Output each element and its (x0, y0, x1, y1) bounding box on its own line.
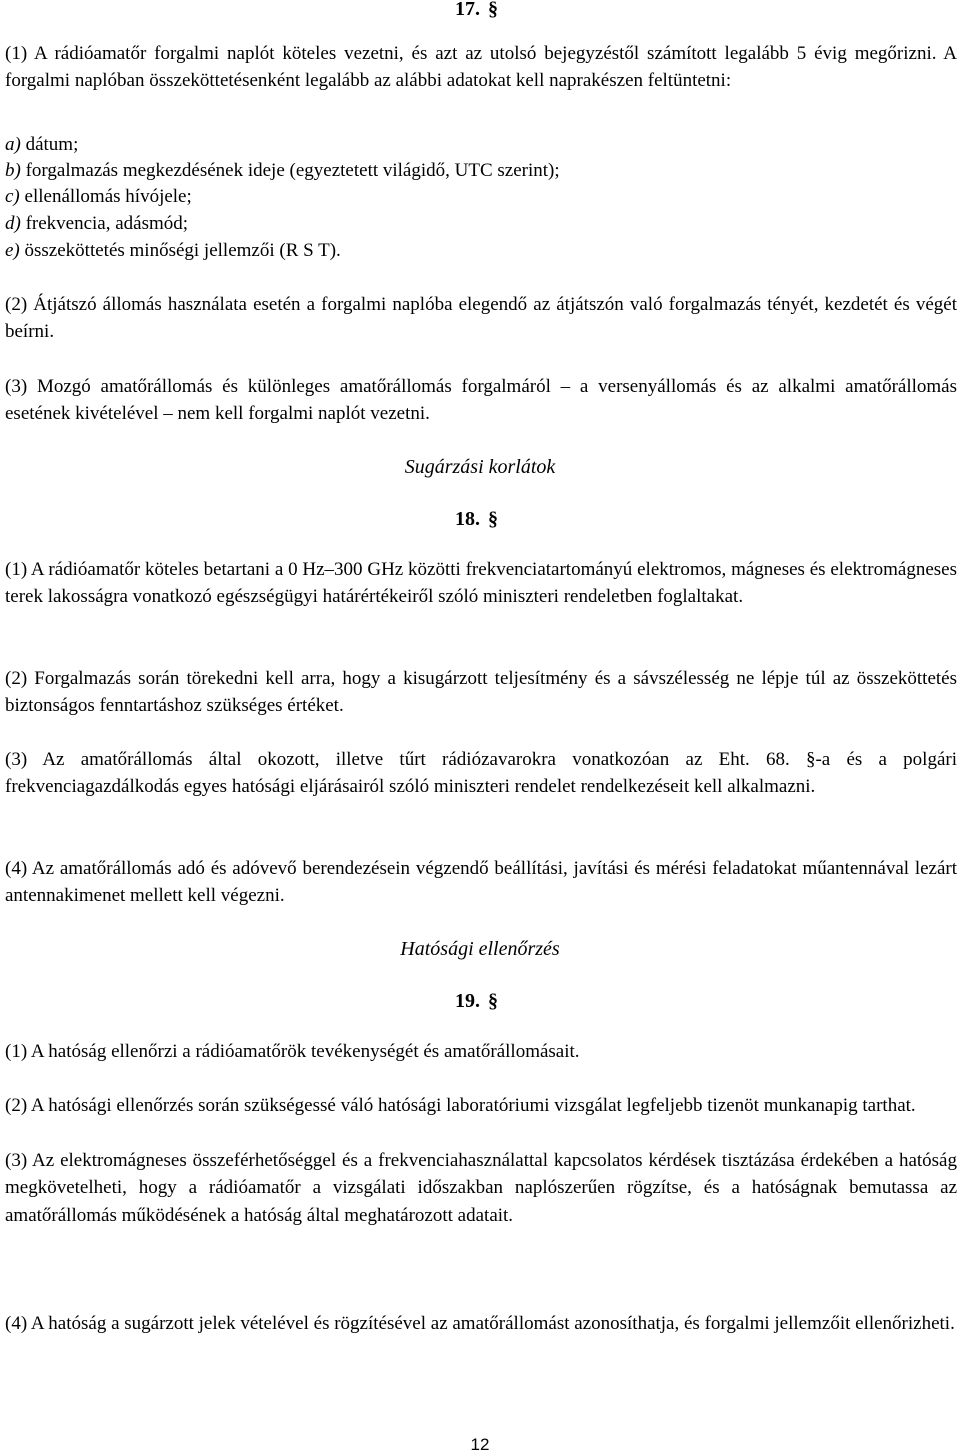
section-sign: § (488, 0, 498, 20)
section-sign: § (488, 508, 498, 530)
section-19-heading (455, 988, 498, 1014)
list-item: d) frekvencia, adásmód; (5, 213, 189, 234)
section-18-paragraph-3: (3) Az amatőrállomás által okozott, illetve tűrt rádiózavarokra vonatkozóan az Eht. 68. §-a és a polgári frekvenciagazdálkodás egyes hatósági eljárásairól szóló miniszteri rendelet rendelkezéseit kell alkalmazni. (5, 749, 957, 798)
list-item: a) dátum; (5, 134, 79, 155)
list-item: e) összeköttetés minőségi jellemzői (R S T). (5, 240, 341, 261)
section-sign: § (488, 990, 498, 1012)
section-19-number: 19. (455, 990, 480, 1012)
page-number: 12 (470, 1435, 490, 1454)
section-19-paragraph-3: (3) Az elektromágneses összeférhetőséggel és a frekvenciahasználattal kapcsolatos kérdések tisztázása érdekében a hatóság megkövetelheti, hogy a rádióamatőr a vizsgálati időszakban naplószerűen rögzítse, és a hatóságnak bemutassa az amatőrállomás működésének a hatóság által meghatározott adatait. (5, 1150, 957, 1226)
section-17-heading (455, 0, 498, 22)
section-18-paragraph-4: (4) Az amatőrállomás adó és adóvevő berendezésein végzendő beállítási, javítási és mérési feladatokat műantennával lezárt antennakimenet mellett kell végezni. (5, 858, 957, 907)
section-18-heading (455, 506, 498, 532)
section-17-paragraph-2: (2) Átjátszó állomás használata esetén a forgalmi naplóba elegendő az átjátszón való forgalmazás tényét, kezdetét és végét beírni. (5, 294, 957, 343)
section-19-title: Hatósági ellenőrzés (400, 938, 560, 960)
section-18-number: 18. (455, 508, 480, 530)
section-17-paragraph-3: (3) Mozgó amatőrállomás és különleges amatőrállomás forgalmáról – a versenyállomás és az alkalmi amatőrállomás esetének kivételével – nem kell forgalmi naplót vezetni. (5, 376, 957, 425)
section-19-paragraph-2: (2) A hatósági ellenőrzés során szükségessé váló hatósági laboratóriumi vizsgálat legfeljebb tizenöt munkanapig tarthat. (5, 1095, 916, 1116)
section-19-paragraph-4: (4) A hatóság a sugárzott jelek vételével és rögzítésével az amatőrállomást azonosíthatja, és forgalmi jellemzőit ellenőrizheti. (5, 1313, 955, 1334)
section-18-title: Sugárzási korlátok (404, 456, 556, 478)
section-18-paragraph-1: (1) A rádióamatőr köteles betartani a 0 Hz–300 GHz közötti frekvenciatartományú elektromos, mágneses és elektromágneses terek lakosságra vonatkozó egészségügyi határértékeiről szóló miniszteri rendeletben foglaltakat. (5, 559, 957, 608)
list-item: c) ellenállomás hívójele; (5, 186, 192, 207)
section-19-paragraph-1: (1) A hatóság ellenőrzi a rádióamatőrök tevékenységét és amatőrállomásait. (5, 1041, 580, 1062)
section-17-number: 17. (455, 0, 480, 20)
list-item: b) forgalmazás megkezdésének ideje (egyeztetett világidő, UTC szerint); (5, 160, 560, 181)
section-18-paragraph-2: (2) Forgalmazás során törekedni kell arra, hogy a kisugárzott teljesítmény és a sávszélesség ne lépje túl az összeköttetés biztonságos fenntartáshoz szükséges értéket. (5, 668, 957, 717)
section-17-paragraph-1: (1) A rádióamatőr forgalmi naplót köteles vezetni, és azt az utolsó bejegyzéstől számított legalább 5 évig megőrizni. A forgalmi naplóban összeköttetésenként legalább az alábbi adatokat kell naprakészen feltüntetni: (5, 43, 957, 92)
